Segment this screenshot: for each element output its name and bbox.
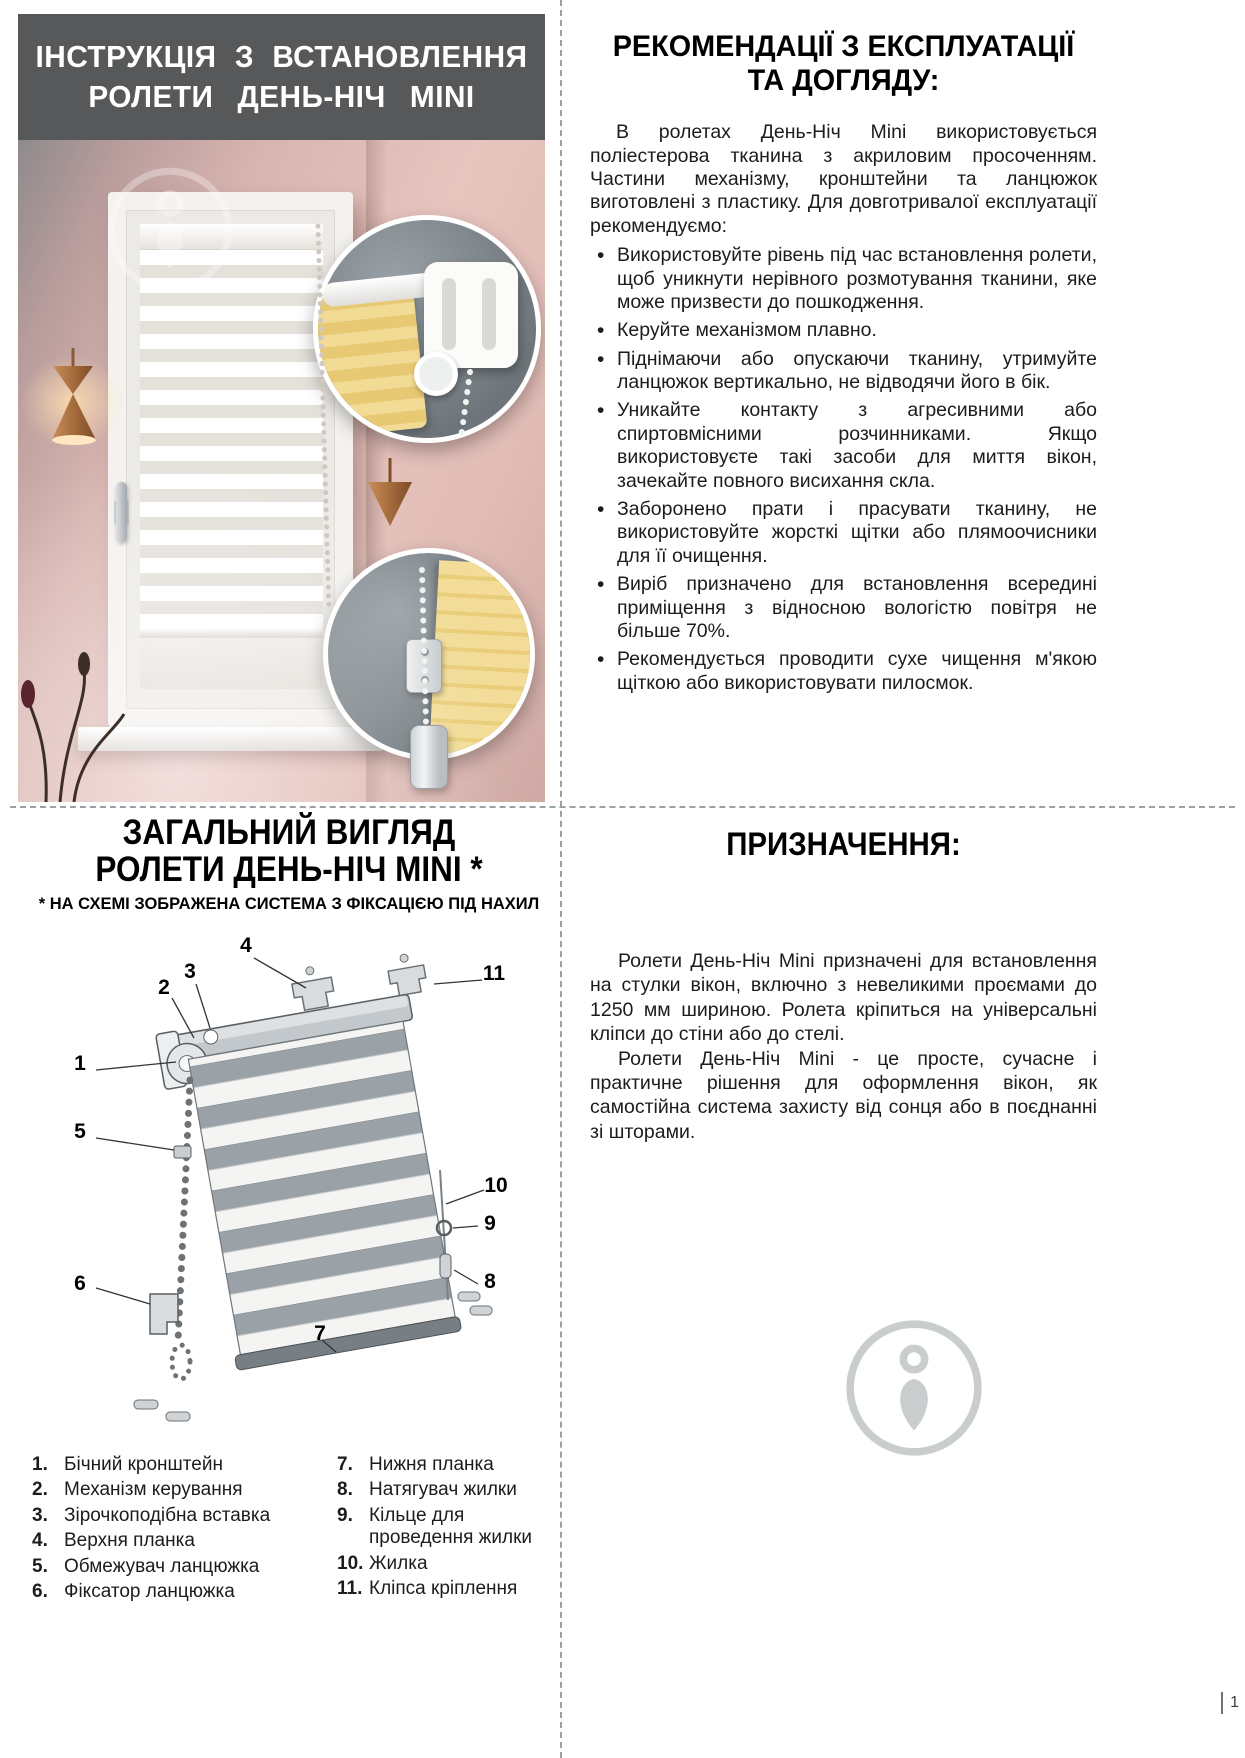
overview-title-line2: РОЛЕТИ ДЕНЬ-НІЧ MINI * (95, 850, 483, 890)
inset1-chain-wheel (414, 352, 458, 396)
legend-label: Обмежувач ланцюжка (64, 1555, 260, 1577)
recommendation-item: • Заборонено прати і прасувати тканину, не використовуйте жорсткі щітки або плямоочисники для її очищення. (590, 498, 1097, 568)
legend-item (337, 1454, 552, 1476)
legend-label: Верхня планка (64, 1530, 195, 1552)
horizontal-dashed-divider (10, 806, 1235, 808)
blind-bottom-bar (140, 628, 323, 638)
recommendations-list (590, 244, 1097, 695)
legend-number: 11. (337, 1578, 363, 1600)
legend-number: 1. (32, 1454, 48, 1475)
legend-number: 2. (32, 1479, 48, 1501)
plant-bud (78, 652, 90, 676)
recommendation-item: • Використовуйте рівень під час встановлення ролети, щоб уникнути нерівного розмотування тканини, яке може призвести до пошкодження. (590, 244, 1097, 314)
overview-title-line1: ЗАГАЛЬНИЙ ВИГЛЯД (122, 813, 456, 852)
legend-number: 6. (32, 1581, 48, 1603)
window-handle (116, 482, 127, 542)
install-title-line1: ІНСТРУКЦІЯ З ВСТАНОВЛЕННЯ (35, 39, 528, 74)
purpose-paragraph-2: Ролети День-Ніч Mini - це просте, сучасне і практичне рішення для оформлення вікон, як самостійна система захисту від сонця або в поєднанні зі шторами. (590, 1047, 1097, 1143)
window-sill (78, 727, 383, 751)
wall-lamp-icon (53, 366, 93, 394)
install-photo (18, 140, 545, 802)
legend-label: Кліпса кріплення (369, 1578, 518, 1600)
legend-item (337, 1578, 552, 1600)
diagram-callout-10: 10 (484, 1174, 508, 1197)
legend-label: Зірочкоподібна вставка (64, 1504, 271, 1526)
legend-number: 3. (32, 1504, 48, 1526)
legend-item (32, 1581, 327, 1603)
legend-item (337, 1553, 552, 1575)
page-number (1221, 1692, 1239, 1714)
chain-weight (410, 725, 448, 789)
legend-item (32, 1530, 327, 1552)
vertical-dashed-divider (560, 0, 562, 1758)
purpose-section (590, 826, 1097, 1144)
legend-label: Механізм керування (64, 1479, 243, 1501)
legend-item (32, 1505, 327, 1527)
legend-number: 9. (337, 1504, 353, 1526)
recommendations-title-line1: РЕКОМЕНДАЦІЇ З ЕКСПЛУАТАЦІЇ (612, 30, 1075, 63)
diagram-callout-2: 2 (158, 976, 170, 999)
diagram-callout-3: 3 (184, 960, 196, 983)
overview-subtitle: * НА СХЕМІ ЗОБРАЖЕНА СИСТЕМА З ФІКСАЦІЄЮ ПІД НАХИЛ (38, 894, 540, 914)
fixator-screw (421, 648, 429, 656)
legend-item (32, 1479, 327, 1501)
purpose-title: ПРИЗНАЧЕННЯ: (726, 826, 961, 862)
legend-number: 10. (337, 1552, 364, 1574)
legend-label: Кільце для проведення жилки (369, 1504, 532, 1549)
inset1-slot (442, 278, 456, 350)
recommendations-intro: В ролетах День-Ніч Mini використовується поліестерова тканина з акриловим просоченням. Частини механізму, кронштейни та ланцюжок виготовлені з пластику. Для довготривалої експлуатації рекомендуємо: (590, 121, 1097, 237)
brand-watermark-icon (838, 1312, 990, 1464)
inset2-fixator (406, 639, 442, 693)
day-night-blind-fabric (140, 250, 323, 630)
legend-number: 4. (32, 1530, 48, 1552)
legend-label: Жилка (369, 1552, 428, 1574)
inset1-slot (482, 278, 496, 350)
overview-section (18, 813, 560, 1603)
recommendation-item: • Керуйте механізмом плавно. (590, 319, 1097, 342)
recommendations-title (600, 30, 1087, 97)
install-title-banner (18, 14, 545, 140)
roller-diagram (38, 922, 538, 1442)
legend-item (32, 1556, 327, 1578)
legend-label: Натягувач жилки (369, 1479, 517, 1501)
roller-diagram-drawing (38, 922, 538, 1442)
recommendations-title-line2: ТА ДОГЛЯДУ: (747, 63, 940, 97)
diagram-callout-11: 11 (482, 962, 506, 985)
legend-item (337, 1505, 552, 1550)
recommendation-item: • Виріб призначено для встановлення всередині приміщення з відносною вологістю повітря не більше 70%. (590, 573, 1097, 643)
diagram-callout-6: 6 (74, 1272, 86, 1295)
diagram-callout-4: 4 (240, 934, 252, 957)
legend-label: Нижня планка (369, 1454, 494, 1475)
diagram-callout-1: 1 (74, 1052, 86, 1075)
parts-legend (32, 1454, 552, 1603)
inset-control-mechanism (313, 215, 541, 443)
brand-watermark-icon (100, 160, 240, 300)
legend-number: 7. (337, 1454, 353, 1475)
diagram-callout-7: 7 (314, 1322, 326, 1345)
legend-item (32, 1454, 327, 1476)
diagram-callout-5: 5 (74, 1120, 86, 1143)
purpose-body (590, 949, 1097, 1144)
diagram-callout-8: 8 (484, 1270, 496, 1293)
legend-column-left (32, 1454, 327, 1603)
legend-item (337, 1479, 552, 1501)
install-title-line2: РОЛЕТИ ДЕНЬ-НІЧ MINI (88, 79, 475, 114)
recommendation-item: • Рекомендується проводити сухе чищення м'якою щіткою або використовувати пилосмок. (590, 648, 1097, 695)
overview-title (45, 814, 533, 888)
plant-bud (21, 680, 35, 708)
window-glass (140, 638, 323, 689)
legend-label: Фіксатор ланцюжка (64, 1581, 235, 1603)
purpose-paragraph-1: Ролети День-Ніч Mini призначені для встановлення на стулки вікон, включно з невеликими проємами до 1250 мм шириною. Ролета кріпиться на універсальні кліпси до стіни або до стелі. (590, 950, 1097, 1046)
recommendation-item: • Піднімаючи або опускаючи тканину, утримуйте ланцюжок вертикально, не відводячи його в бік. (590, 348, 1097, 395)
recommendation-item: • Уникайте контакту з агресивними або спиртовмісними розчинниками. Якщо використовуєте такі засоби для миття вікон, зачекайте повного висихання скла. (590, 399, 1097, 493)
legend-column-right (337, 1454, 552, 1603)
legend-number: 8. (337, 1479, 353, 1501)
fixator-screw (421, 676, 429, 684)
legend-label: Бічний кронштейн (64, 1454, 223, 1475)
legend-number: 5. (32, 1555, 48, 1577)
diagram-callout-9: 9 (484, 1212, 496, 1235)
page-number-value: 1 (1230, 1694, 1239, 1711)
recommendations-section (590, 30, 1097, 695)
